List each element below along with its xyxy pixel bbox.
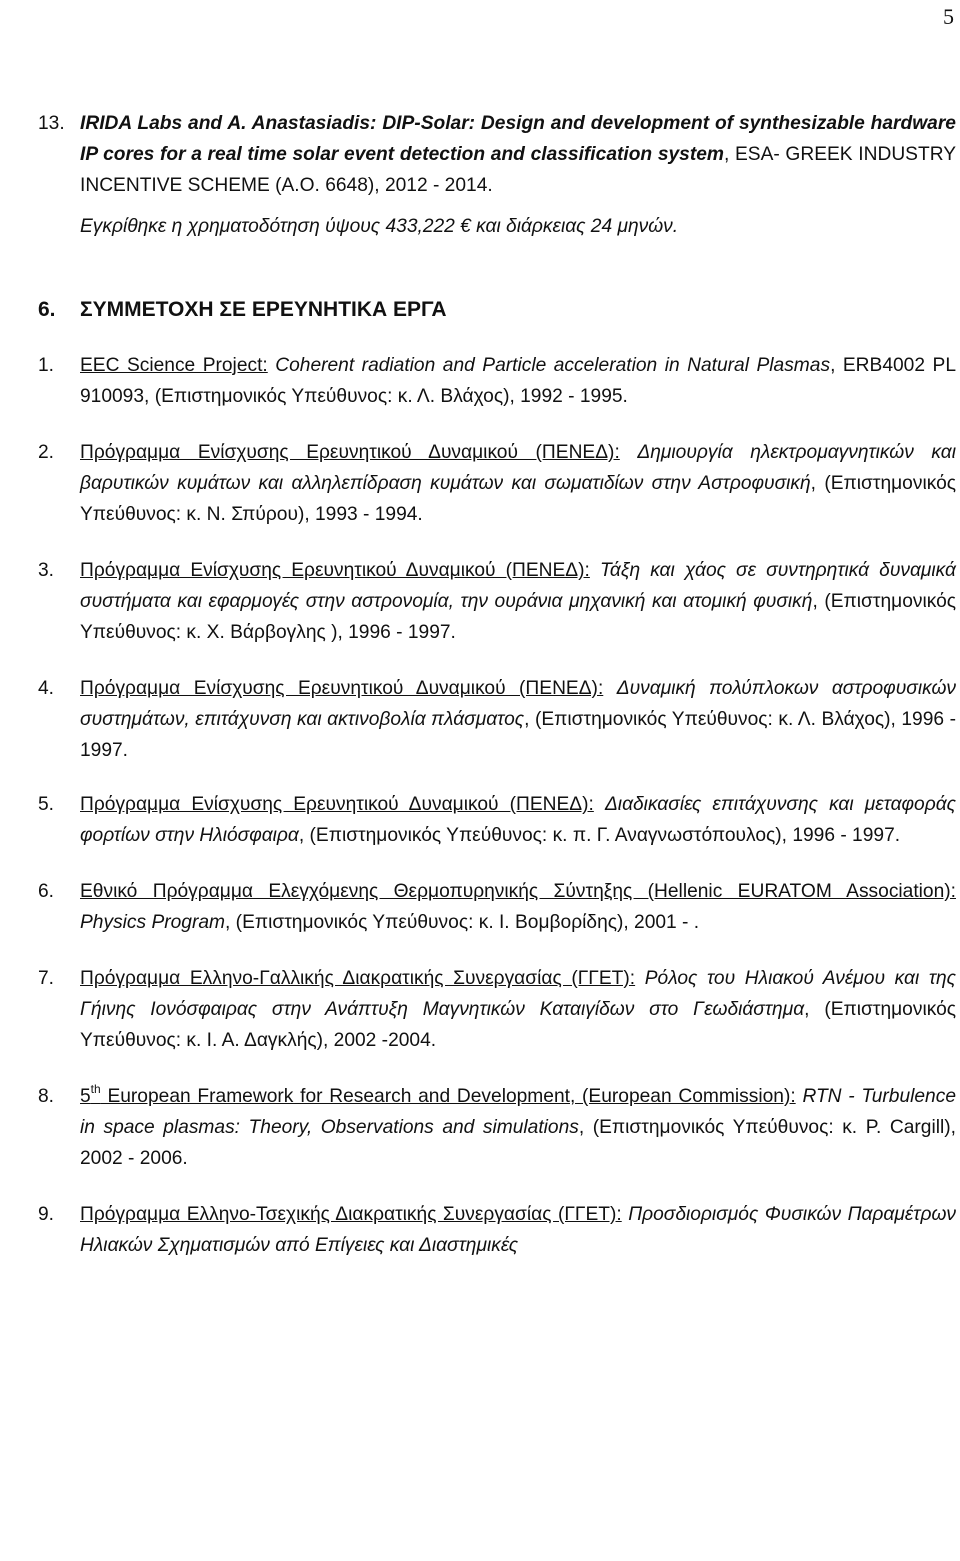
project-title: Coherent radiation and Particle acceleration in Natural Plasmas — [275, 355, 831, 376]
project-entry — [38, 555, 956, 648]
project-text — [80, 437, 956, 530]
project-details: , (Επιστημονικός Υπεύθυνος: κ. π. Γ. Αναγνωστόπουλος), 1996 - 1997. — [298, 825, 901, 846]
project-number: 6. — [38, 881, 55, 902]
project-text — [80, 673, 956, 766]
project-program: Εθνικό Πρόγραμμα Ελεγχόμενης Θερμοπυρηνικής Σύντηξης (Hellenic EURATOM Association): — [80, 881, 956, 902]
project-text — [80, 789, 956, 851]
document-body — [38, 108, 956, 1286]
publication-entry-13 — [38, 108, 956, 201]
project-entry — [38, 963, 956, 1056]
entry-title: DIP-Solar: Design and development of synthesizable hardware IP cores for a real time solar event detection and classification system — [80, 113, 956, 165]
project-title: Τάξη και χάος σε συντηρητικά δυναμικά συστήματα και εφαρμογές στην αστρονομία, την ουράνια μηχανική και ατομική φυσική — [80, 560, 956, 612]
project-number: 8. — [38, 1086, 55, 1107]
project-number: 1. — [38, 355, 55, 376]
project-entry — [38, 350, 956, 412]
section-heading — [38, 294, 956, 325]
project-number: 2. — [38, 442, 55, 463]
section-title: ΣΥΜΜΕΤΟΧΗ ΣΕ ΕΡΕΥΝΗΤΙΚΑ ΕΡΓΑ — [80, 298, 447, 321]
project-program: Πρόγραμμα Ενίσχυσης Ερευνητικού Δυναμικού (ΠΕΝΕΔ): — [80, 442, 620, 463]
project-entry — [38, 1081, 956, 1174]
project-number: 4. — [38, 678, 55, 699]
project-number: 3. — [38, 560, 55, 581]
project-program: Πρόγραμμα Ενίσχυσης Ερευνητικού Δυναμικού (ΠΕΝΕΔ): — [80, 678, 604, 699]
project-number: 9. — [38, 1204, 55, 1225]
project-entry — [38, 673, 956, 766]
entry-details: , ESA- GREEK INDUSTRY INCENTIVE SCHEME (A.O. 6648), 2012 - 2014. — [80, 144, 957, 196]
project-text — [80, 350, 956, 412]
project-text — [80, 963, 956, 1056]
project-title: Ρόλος του Ηλιακού Ανέμου και της Γήινης Ιονόσφαιρας στην Ανάπτυξη Μαγνητικών Καταιγίδων στο Γεωδιάστημα — [80, 968, 956, 1020]
project-number: 7. — [38, 968, 55, 989]
project-title: Προσδιορισμός Φυσικών Παραμέτρων Ηλιακών Σχηματισμών από Επίγειες και Διαστημικές — [80, 1204, 956, 1256]
project-title: Διαδικασίες επιτάχυνσης και μεταφοράς φορτίων στην Ηλιόσφαιρα — [80, 794, 956, 846]
project-title: Physics Program — [80, 912, 226, 933]
project-details: , ERB4002 PL 910093, (Επιστημονικός Υπεύθυνος: κ. Λ. Βλάχος), 1992 - 1995. — [80, 355, 956, 407]
entry-text — [80, 108, 956, 201]
project-title: Δυναμική πολύπλοκων αστροφυσικών συστημάτων, επιτάχυνση και ακτινοβολία πλάσματος — [80, 678, 956, 730]
program-name: European Framework for Research and Development, (European Commission): — [100, 1086, 796, 1107]
project-text — [80, 1081, 956, 1174]
project-entry — [38, 437, 956, 530]
funding-note: Εγκρίθηκε η χρηματοδότηση ύψους 433,222 € και διάρκειας 24 μηνών. — [80, 216, 679, 237]
project-entry — [38, 789, 956, 851]
project-program: Πρόγραμμα Ελληνο-Τσεχικής Διακρατικής Συνεργασίας (ΓΓΕΤ): — [80, 1204, 622, 1225]
entry-authors: IRIDA Labs and A. Anastasiadis: — [80, 113, 377, 134]
project-program: Πρόγραμμα Ενίσχυσης Ερευνητικού Δυναμικού (ΠΕΝΕΔ): — [80, 794, 594, 815]
section-number: 6. — [38, 298, 56, 321]
project-details: , (Επιστημονικός Υπεύθυνος: κ. Λ. Βλάχος), 1996 - 1997. — [80, 709, 956, 761]
project-title: Δημιουργία ηλεκτρομαγνητικών και βαρυτικών κυμάτων και αλληλεπίδραση κυμάτων και σωματιδίων στην Αστροφυσική — [80, 442, 956, 494]
program-ordinal-suffix: th — [90, 1081, 101, 1096]
project-list — [38, 350, 956, 1261]
project-program: Πρόγραμμα Ενίσχυσης Ερευνητικού Δυναμικού (ΠΕΝΕΔ): — [80, 560, 590, 581]
project-program: EEC Science Project: — [80, 355, 268, 376]
project-text — [80, 876, 956, 938]
project-text — [80, 1199, 956, 1261]
project-entry — [38, 1199, 956, 1261]
project-title: RTN - Turbulence in space plasmas: Theory, Observations and simulations — [80, 1086, 956, 1138]
entry-number: 13. — [38, 113, 65, 134]
project-entry — [38, 876, 956, 938]
project-details: , (Επιστημονικός Υπεύθυνος: κ. Χ. Βάρβογλης ), 1996 - 1997. — [80, 591, 956, 643]
project-text — [80, 555, 956, 648]
project-number: 5. — [38, 794, 55, 815]
page-number: 5 — [943, 4, 954, 29]
project-program: Πρόγραμμα Ελληνο-Γαλλικής Διακρατικής Συνεργασίας (ΓΓΕΤ): — [80, 968, 636, 989]
project-details: , (Επιστημονικός Υπεύθυνος: κ. P. Cargill), 2002 - 2006. — [80, 1117, 956, 1169]
project-details: , (Επιστημονικός Υπεύθυνος: κ. Ι. Βομβορίδης), 2001 - . — [225, 912, 700, 933]
project-details: , (Επιστημονικός Υπεύθυνος: κ. Ν. Σπύρου), 1993 - 1994. — [80, 473, 956, 525]
program-ordinal: 5 — [80, 1086, 91, 1107]
project-program — [80, 1081, 796, 1107]
project-details: , (Επιστημονικός Υπεύθυνος: κ. Ι. Α. Δαγκλής), 2002 -2004. — [80, 999, 956, 1051]
